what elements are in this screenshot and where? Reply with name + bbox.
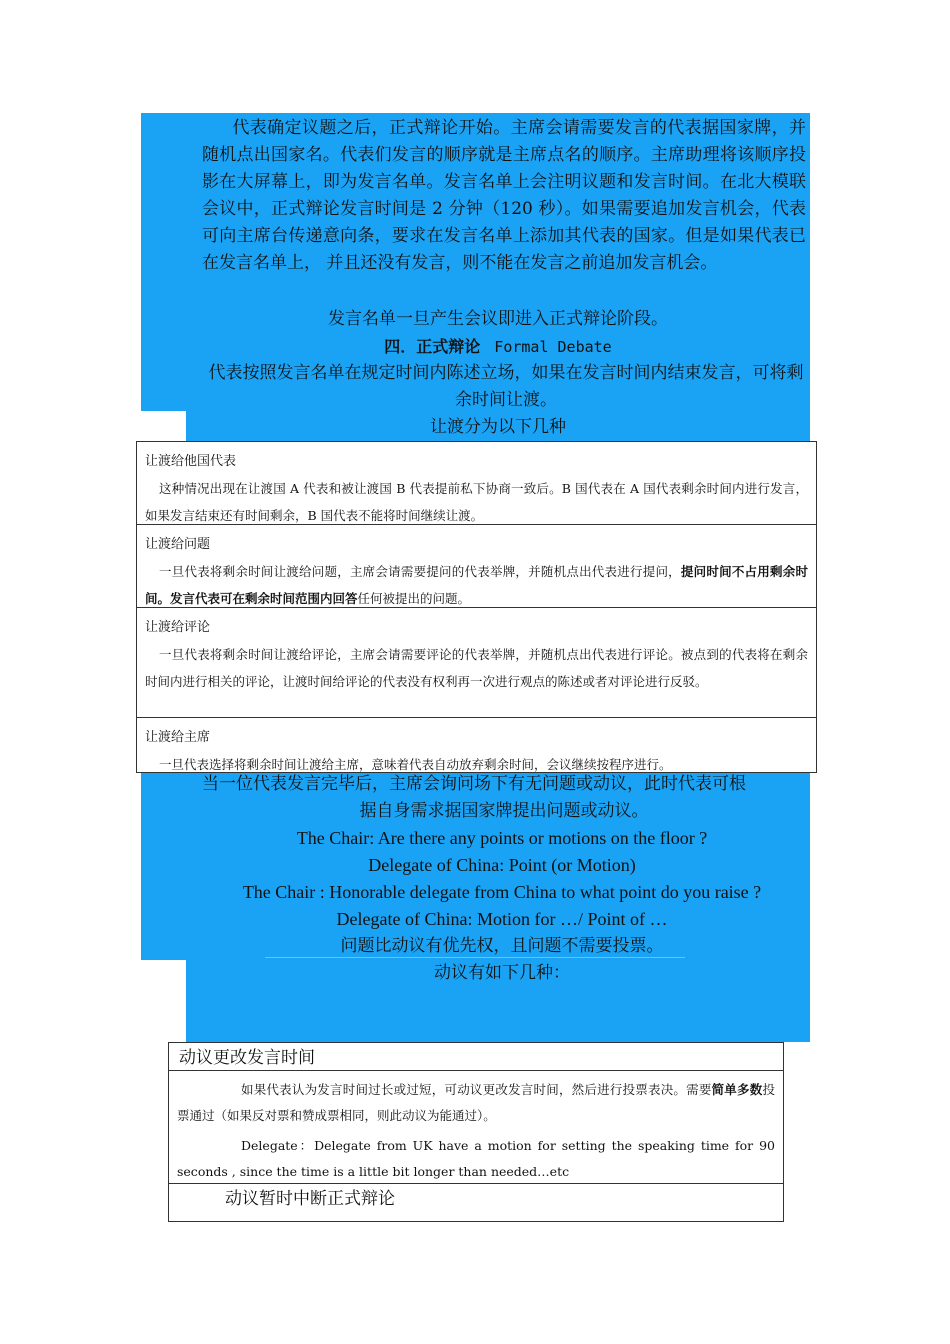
yield-row xyxy=(137,607,816,717)
motion-title: 动议暂时中断正式辩论 xyxy=(225,1189,395,1209)
yield-table xyxy=(136,441,817,773)
section-heading xyxy=(186,333,810,361)
after-speech-line: 据自身需求据国家牌提出问题或动议。 xyxy=(359,801,649,821)
yield-body: 一旦代表选择将剩余时间让渡给主席，意味着代表自动放弃剩余时间，会议继续按程序进行。 xyxy=(159,757,672,772)
dialogue-line: The Chair: Are there any points or motions on the floor ? xyxy=(296,828,708,848)
motion-intro: 动议有如下几种： xyxy=(434,963,570,983)
intro-text: 代表确定议题之后，正式辩论开始。主席会请需要发言的代表据国家牌，并随机点出国家名。代表们发言的顺序就是主席点名的顺序。主席助理将该顺序投影在大屏幕上，即为发言名单。发言名单上会注明议题和发言时间。在北大模联会议中，正式辩论发言时间是 2 分钟（120 秒）。如果需要追加发言机会，代表可向主席台传递意向条，要求在发言名单上添加其代表的国家。但是如果代表已在发言名单上， 并且还没有发言，则不能在发言之前追加发言机会。 xyxy=(202,118,806,273)
yield-row xyxy=(137,442,816,524)
motion-example: Delegate：Delegate from UK have a motion for setting the speaking time for 90 seconds , since the time is a little bit longer than needed…etc xyxy=(177,1138,775,1179)
yield-title: 让渡给评论 xyxy=(145,620,211,635)
section-description: 代表按照发言名单在规定时间内陈述立场，如果在发言时间内结束发言，可将剩余时间让渡。 xyxy=(208,363,804,410)
yield-body: 一旦代表将剩余时间让渡给问题，主席会请需要提问的代表举牌，并随机点出代表进行提问，提问时间不占用剩余时间。发言代表可在剩余时间范围内回答任何被提出的问题。 xyxy=(145,564,808,606)
motion-emphasis: 简单多数 xyxy=(711,1082,763,1097)
section-heading-en: Formal Debate xyxy=(494,338,612,356)
motion-row xyxy=(169,1043,783,1070)
yield-title: 让渡给问题 xyxy=(145,537,211,552)
yield-row xyxy=(137,717,816,772)
yield-title: 让渡给主席 xyxy=(145,730,211,745)
yield-body: 一旦代表将剩余时间让渡给评论，主席会请需要评论的代表举牌，并随机点出代表进行评论。被点到的代表将在剩余时间内进行相关的评论，让渡时间给评论的代表没有权利再一次进行观点的陈述或者对评论进行反驳。 xyxy=(145,647,808,689)
motion-row xyxy=(169,1183,783,1221)
yield-title: 让渡给他国代表 xyxy=(145,454,237,469)
yield-intro: 让渡分为以下几种 xyxy=(430,417,566,437)
motion-row xyxy=(169,1070,783,1183)
after-speech-line: 当一位代表发言完毕后，主席会询问场下有无问题或动议，此时代表可根 xyxy=(202,774,746,794)
intro-paragraph xyxy=(202,115,806,277)
motion-body: 如果代表认为发言时间过长或过短，可动议更改发言时间，然后进行投票表决。需要简单多数投票通过（如果反对票和赞成票相同，则此动议为能通过）。 Delegate：Delegate from UK have a motion for setting the speaking time for 90 seconds , since the time is a little bit longer than needed…etc xyxy=(169,1071,783,1183)
divider xyxy=(265,957,685,958)
yield-row xyxy=(137,524,816,607)
motion-title: 动议更改发言时间 xyxy=(179,1048,315,1068)
speakers-list-note: 发言名单一旦产生会议即进入正式辩论阶段。 xyxy=(328,309,668,329)
yield-body: 这种情况出现在让渡国 A 代表和被让渡国 B 代表提前私下协商一致后。B 国代表在 A 国代表剩余时间内进行发言，如果发言结束还有时间剩余，B 国代表不能将时间继续让渡。 xyxy=(145,481,808,523)
dialogue-line: The Chair : Honorable delegate from China to what point do you raise ? xyxy=(242,882,762,902)
yield-emphasis: 提问时间不占用剩余时间。发言代表可在剩余时间范围内回答 xyxy=(145,564,808,606)
section-heading-cn: 四．正式辩论 xyxy=(384,337,481,356)
dialogue-line: Delegate of China: Point (or Motion) xyxy=(368,855,636,875)
motion-table xyxy=(168,1042,784,1222)
priority-note: 问题比动议有优先权，且问题不需要投票。 xyxy=(340,936,664,956)
dialogue-line: Delegate of China: Motion for …/ Point of … xyxy=(336,909,668,929)
